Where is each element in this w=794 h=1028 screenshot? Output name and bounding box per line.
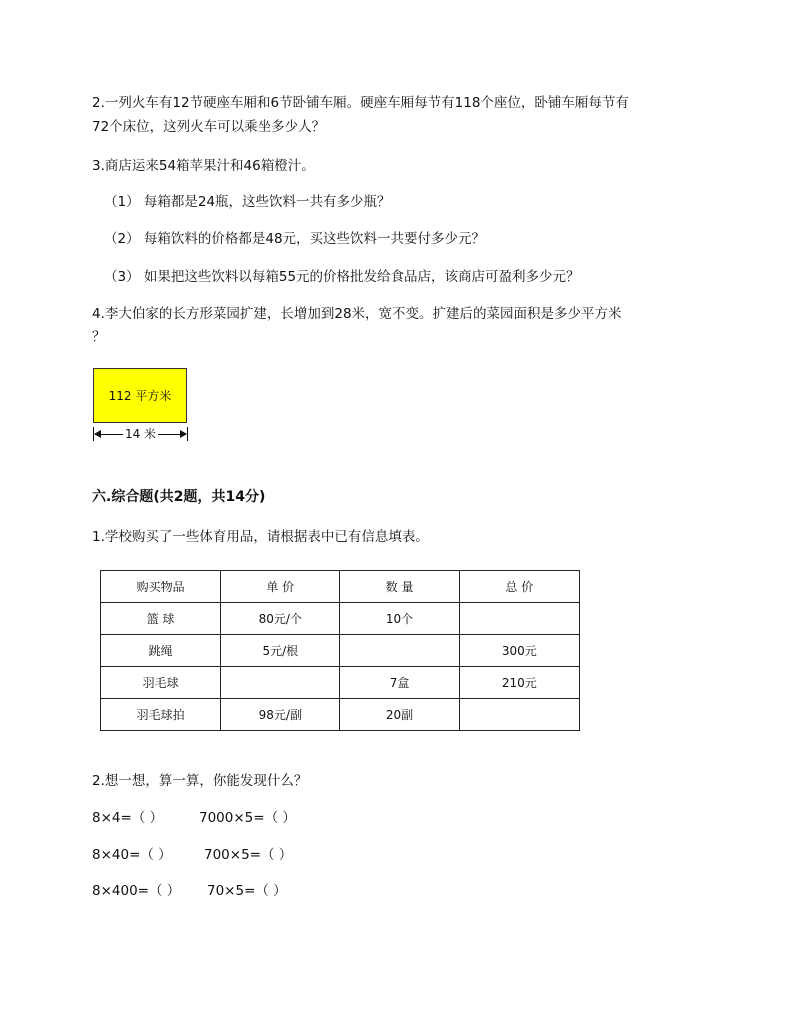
garden-area-label: 112 平方米 xyxy=(108,389,172,403)
table-cell: 羽毛球 xyxy=(101,667,221,699)
problem-4-line-1: 4.李大伯家的长方形菜园扩建，长增加到28米，宽不变。扩建后的菜园面积是多少平方米 xyxy=(92,306,622,322)
problem-3-question-3: （3） 如果把这些饮料以每箱55元的价格批发给食品店，该商店可盈利多少元？ xyxy=(104,269,580,285)
table-header-row xyxy=(101,571,580,603)
table-cell: 10个 xyxy=(340,603,459,635)
table-cell: 羽毛球拍 xyxy=(101,699,221,731)
problem-2-line-1: 2.一列火车有12节硬座车厢和6节卧铺车厢。硬座车厢每节有118个座位，卧铺车厢每节有 xyxy=(92,95,629,111)
table-row xyxy=(101,603,580,635)
equation-right: 70×5=（ ） xyxy=(207,883,287,899)
table-row xyxy=(101,667,580,699)
purchase-table xyxy=(100,570,580,731)
equation-right: 700×5=（ ） xyxy=(204,847,293,863)
table-cell xyxy=(459,603,579,635)
garden-width-label: 14 米 xyxy=(124,427,157,441)
section-heading: 六.综合题(共2题，共14分) xyxy=(92,489,266,505)
table-cell: 20副 xyxy=(340,699,459,731)
header-quantity: 数 量 xyxy=(340,571,459,603)
garden-rectangle xyxy=(93,368,187,423)
table-cell xyxy=(459,699,579,731)
problem-3-question-2: （2） 每箱饮料的价格都是48元，买这些饮料一共要付多少元？ xyxy=(104,231,486,247)
table-cell xyxy=(340,635,459,667)
equation-left: 8×400=（ ） xyxy=(92,883,181,899)
table-cell: 篮 球 xyxy=(101,603,221,635)
problem-3-intro: 3.商店运来54箱苹果汁和46箱橙汁。 xyxy=(92,158,315,174)
header-unit-price: 单 价 xyxy=(221,571,340,603)
equation-right: 7000×5=（ ） xyxy=(199,810,296,826)
table-cell: 跳绳 xyxy=(101,635,221,667)
question-2-prompt: 2.想一想，算一算，你能发现什么？ xyxy=(92,773,308,789)
table-cell: 210元 xyxy=(459,667,579,699)
table-row xyxy=(101,635,580,667)
problem-2-line-2: 72个床位，这列火车可以乘坐多少人？ xyxy=(92,119,326,135)
table-cell xyxy=(221,667,340,699)
header-total-price: 总 价 xyxy=(459,571,579,603)
table-cell: 98元/副 xyxy=(221,699,340,731)
table-cell: 300元 xyxy=(459,635,579,667)
width-dimension xyxy=(93,425,188,443)
table-cell: 5元/根 xyxy=(221,635,340,667)
table-cell: 80元/个 xyxy=(221,603,340,635)
header-item: 购买物品 xyxy=(101,571,221,603)
problem-4-line-2: ？ xyxy=(92,329,106,345)
table-row xyxy=(101,699,580,731)
question-1-prompt: 1.学校购买了一些体育用品，请根据表中已有信息填表。 xyxy=(92,529,429,545)
equation-left: 8×40=（ ） xyxy=(92,847,172,863)
equation-left: 8×4=（ ） xyxy=(92,810,164,826)
problem-3-question-1: （1） 每箱都是24瓶，这些饮料一共有多少瓶？ xyxy=(104,194,391,210)
table-cell: 7盒 xyxy=(340,667,459,699)
